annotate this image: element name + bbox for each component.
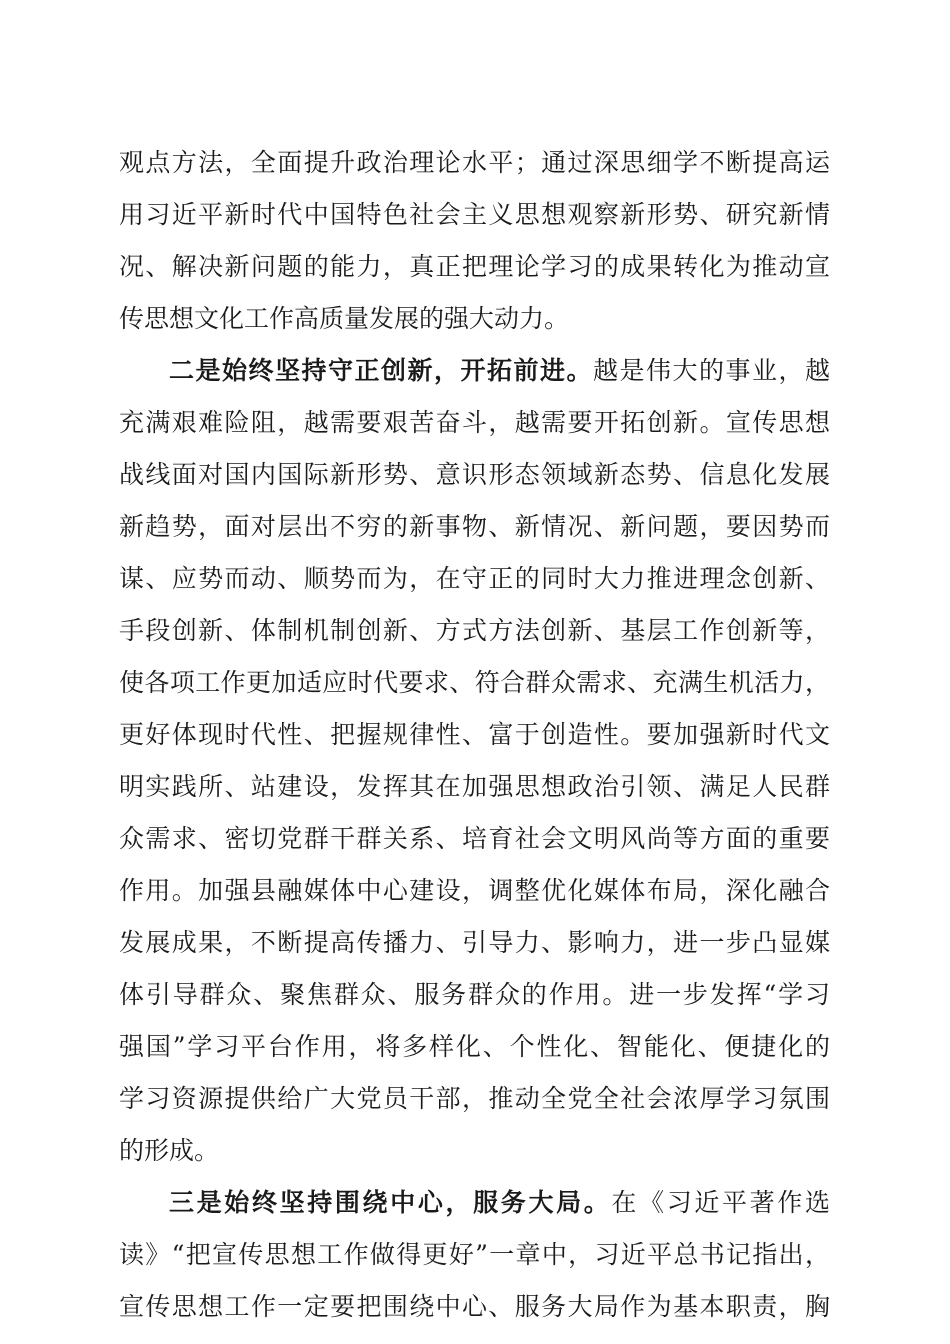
paragraph-line: 宣传思想工作一定要把围绕中心、服务大局作为基本职责，胸 (119, 1292, 830, 1321)
paragraph-first-line-rest: 在《习近平著作选 (611, 1188, 830, 1217)
paragraph-line: 的形成。 (119, 1136, 220, 1165)
paragraph-line: 体引导群众、聚焦群众、服务群众的作用。进一步发挥“学习 (119, 980, 830, 1009)
paragraph-line: 手段创新、体制机制创新、方式方法创新、基层工作创新等， (119, 616, 830, 645)
paragraph-line: 况、解决新问题的能力，真正把理论学习的成果转化为推动宣 (119, 252, 830, 281)
paragraph-line: 发展成果，不断提高传播力、引导力、影响力，进一步凸显媒 (119, 928, 830, 957)
paragraph-line: 使各项工作更加适应时代要求、符合群众需求、充满生机活力， (119, 668, 830, 697)
paragraph-line: 学习资源提供给广大党员干部，推动全党全社会浓厚学习氛围 (119, 1084, 830, 1113)
paragraph-line: 用习近平新时代中国特色社会主义思想观察新形势、研究新情 (119, 200, 830, 229)
paragraph-line: 更好体现时代性、把握规律性、富于创造性。要加强新时代文 (119, 720, 830, 749)
paragraph-line: 新趋势，面对层出不穷的新事物、新情况、新问题，要因势而 (119, 512, 830, 541)
paragraph-line: 充满艰难险阻，越需要艰苦奋斗，越需要开拓创新。宣传思想 (119, 408, 830, 437)
paragraph-lead: 三是始终坚持围绕中心，服务大局。 (169, 1188, 612, 1217)
paragraph-first-line (169, 351, 830, 391)
paragraph-line: 读》“把宣传思想工作做得更好”一章中，习近平总书记指出， (119, 1240, 830, 1269)
paragraph-line: 传思想文化工作高质量发展的强大动力。 (119, 304, 570, 333)
paragraph-first-line (169, 1183, 830, 1223)
paragraph-line: 战线面对国内国际新形势、意识形态领域新态势、信息化发展 (119, 460, 830, 489)
paragraph-line: 作用。加强县融媒体中心建设，调整优化媒体布局，深化融合 (119, 876, 830, 905)
paragraph-lead: 二是始终坚持守正创新，开拓前进。 (169, 356, 593, 385)
paragraph-line: 强国”学习平台作用，将多样化、个性化、智能化、便捷化的 (119, 1032, 830, 1061)
paragraph-line: 明实践所、站建设，发挥其在加强思想政治引领、满足人民群 (119, 772, 830, 801)
paragraph-line: 观点方法，全面提升政治理论水平；通过深思细学不断提高运 (119, 148, 830, 177)
paragraph-first-line-rest: 越是伟大的事业，越 (592, 356, 830, 385)
paragraph-line: 众需求、密切党群干群关系、培育社会文明风尚等方面的重要 (119, 824, 830, 853)
paragraph-line: 谋、应势而动、顺势而为，在守正的同时大力推进理念创新、 (119, 564, 830, 593)
